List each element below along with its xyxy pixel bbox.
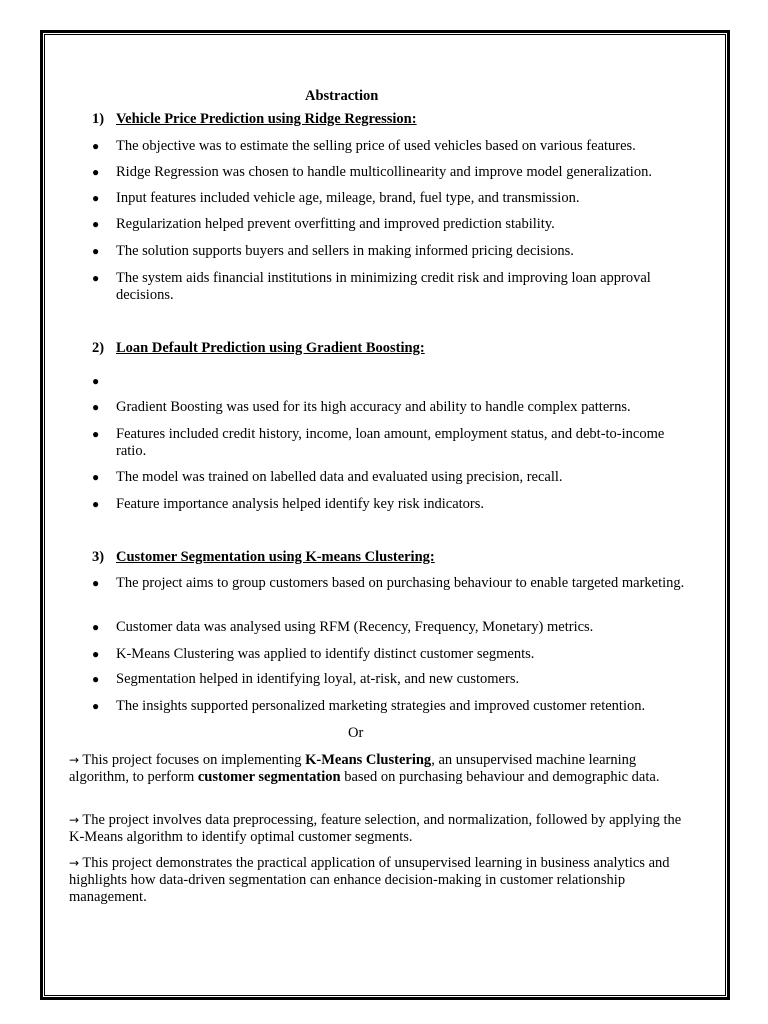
bullet-icon: ● [92, 672, 100, 686]
bullet-icon: ● [92, 139, 100, 153]
summary-paragraph: → This project demonstrates the practical application of unsupervised learning in business analytics and highlights how data-driven segmentation can enhance decision-making in customer relationship management. [69, 855, 670, 905]
summary-paragraph: → This project focuses on implementing K-Means Clustering, an unsupervised machine learning algorithm, to perform customer segmentation based on purchasing behaviour and demographic data. [69, 752, 660, 785]
bullet-icon: ● [92, 470, 100, 484]
or-separator: Or [348, 725, 364, 741]
summary-paragraph: → The project involves data preprocessing, feature selection, and normalization, followed by applying the K-Means algorithm to identify optimal customer segments. [69, 812, 682, 845]
bullet-icon: ● [92, 647, 100, 661]
bullet-icon: ● [92, 271, 100, 285]
section-title: Vehicle Price Prediction using Ridge Regression: [116, 111, 417, 127]
bullet-icon: ● [92, 620, 100, 634]
bullet-icon: ● [92, 374, 100, 388]
section-title: Loan Default Prediction using Gradient Boosting: [116, 340, 425, 356]
bullet-icon: ● [92, 244, 100, 258]
bullet-icon: ● [92, 576, 100, 590]
arrow-right-icon: → [69, 856, 80, 870]
section-heading [92, 549, 435, 566]
section-number: 2) [92, 340, 105, 356]
document-title: Abstraction [305, 88, 379, 104]
section-number: 1) [92, 111, 105, 127]
arrow-right-icon: → [69, 753, 80, 767]
bullet-icon: ● [92, 497, 100, 511]
section-heading [92, 340, 425, 357]
arrow-right-icon: → [69, 813, 80, 827]
section-heading [92, 111, 417, 128]
bullet-icon: ● [92, 699, 100, 713]
bullet-icon: ● [92, 191, 100, 205]
document-content: Abstraction 1) Vehicle Price Prediction using Ridge Regression: ● The objective was to estimate the selling price of used vehicles based on various features. ● Ridge Regression was chosen to handle multicollinearity and improve model generalization. ● Input features included vehicle age, mileage, brand, fuel type, and transmission. ● Regularization helped prevent overfitting and improved prediction stability. ● The solution supports buyers and sellers in making informed pricing decisions. ● The system aids financial institutions in minimizing credit risk and improving loan approval decisions. 2) Loan Default Prediction using Gradient Boosting: ● ● Gradient Boosting was used for its high accuracy and ability to handle complex patterns. ● Features included credit history, income, loan amount, employment status, and debt-to-income ratio. ● The model was trained on labelled data and evaluated using precision, recall. ● Feature importance analysis helped identify key risk indicators. 3) Customer Segmentation using K-means Clustering: ● The project aims to group customers based on purchasing behaviour to enable targeted marketing. ● Customer data was analysed using RFM (Recency, Frequency, Monetary) metrics. ● K-Means Clustering was applied to identify distinct customer segments. ● Segmentation helped in identifying loyal, at-risk, and new customers. ● The insights supported personalized marketing strategies and improved customer retention. Or → This project focuses on implementing K-Means Clustering, an unsupervised machine learning algorithm, to perform customer segmentation based on purchasing behaviour and demographic data. → The project involves data preprocessing, feature selection, and normalization, followed by applying the K-Means algorithm to identify optimal customer segments. → This project demonstrates the practical application of unsupervised learning in business analytics and highlights how data-driven segmentation can enhance decision-making in customer relationship management. [0, 0, 768, 1024]
section-title: Customer Segmentation using K-means Clustering: [116, 549, 435, 565]
section-number: 3) [92, 549, 105, 565]
bullet-icon: ● [92, 217, 100, 231]
bullet-icon: ● [92, 165, 100, 179]
bullet-icon: ● [92, 400, 100, 414]
bullet-icon: ● [92, 427, 100, 441]
